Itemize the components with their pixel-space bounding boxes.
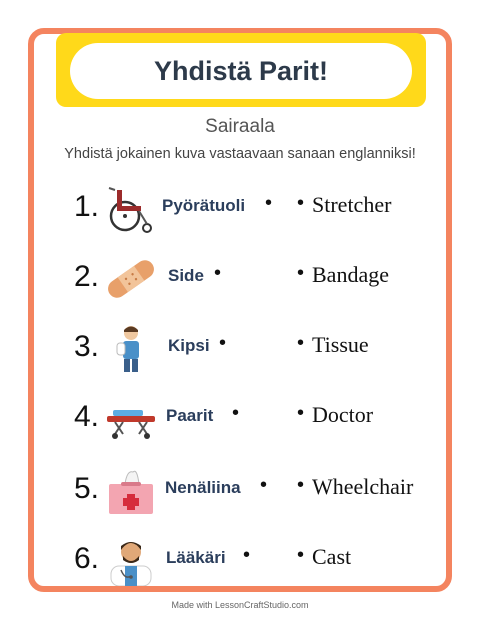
footer-credit: Made with LessonCraftStudio.com [171,600,309,610]
worksheet-topic: Sairaala [205,116,275,137]
match-dot-right[interactable]: • [297,262,305,284]
english-word: Wheelchair [312,474,414,499]
match-dot-right[interactable]: • [297,544,305,566]
english-word: Cast [312,544,352,569]
bandage-icon [103,254,159,304]
finnish-word: Pyörätuoli [162,196,246,215]
match-dot-left[interactable]: • [260,474,268,496]
english-word: Bandage [312,262,389,287]
match-dot-right[interactable]: • [297,332,305,354]
item-number: 5. [74,472,100,505]
match-row-5 [0,460,480,520]
match-dot-left[interactable]: • [232,402,240,424]
match-dot-right[interactable]: • [297,192,305,214]
match-row-4 [0,388,480,448]
doctor-icon [103,536,159,586]
tissue-box-icon [103,466,159,516]
match-dot-left[interactable]: • [214,262,222,284]
match-row-1 [0,178,480,238]
english-word: Tissue [312,332,369,357]
match-dot-left[interactable]: • [219,332,227,354]
instructions: Yhdistä jokainen kuva vastaavaan sanaan englanniksi! [64,146,416,162]
finnish-word: Kipsi [168,336,210,355]
item-number: 2. [74,260,100,293]
match-row-3 [0,318,480,378]
finnish-word: Paarit [166,406,214,425]
finnish-word: Side [168,266,204,285]
item-number: 6. [74,542,100,575]
english-word: Stretcher [312,192,392,217]
match-dot-left[interactable]: • [265,192,273,214]
stretcher-icon [103,394,159,444]
item-number: 4. [74,400,100,433]
finnish-word: Nenäliina [165,478,241,497]
match-dot-left[interactable]: • [243,544,251,566]
page-title: Yhdistä Parit! [70,43,412,99]
english-word: Doctor [312,402,374,427]
arm-cast-icon [103,324,159,374]
match-dot-right[interactable]: • [297,474,305,496]
item-number: 3. [74,330,100,363]
wheelchair-icon [103,184,159,234]
match-row-6 [0,530,480,590]
match-dot-right[interactable]: • [297,402,305,424]
item-number: 1. [74,190,100,223]
match-row-2 [0,248,480,308]
finnish-word: Lääkäri [166,548,226,567]
